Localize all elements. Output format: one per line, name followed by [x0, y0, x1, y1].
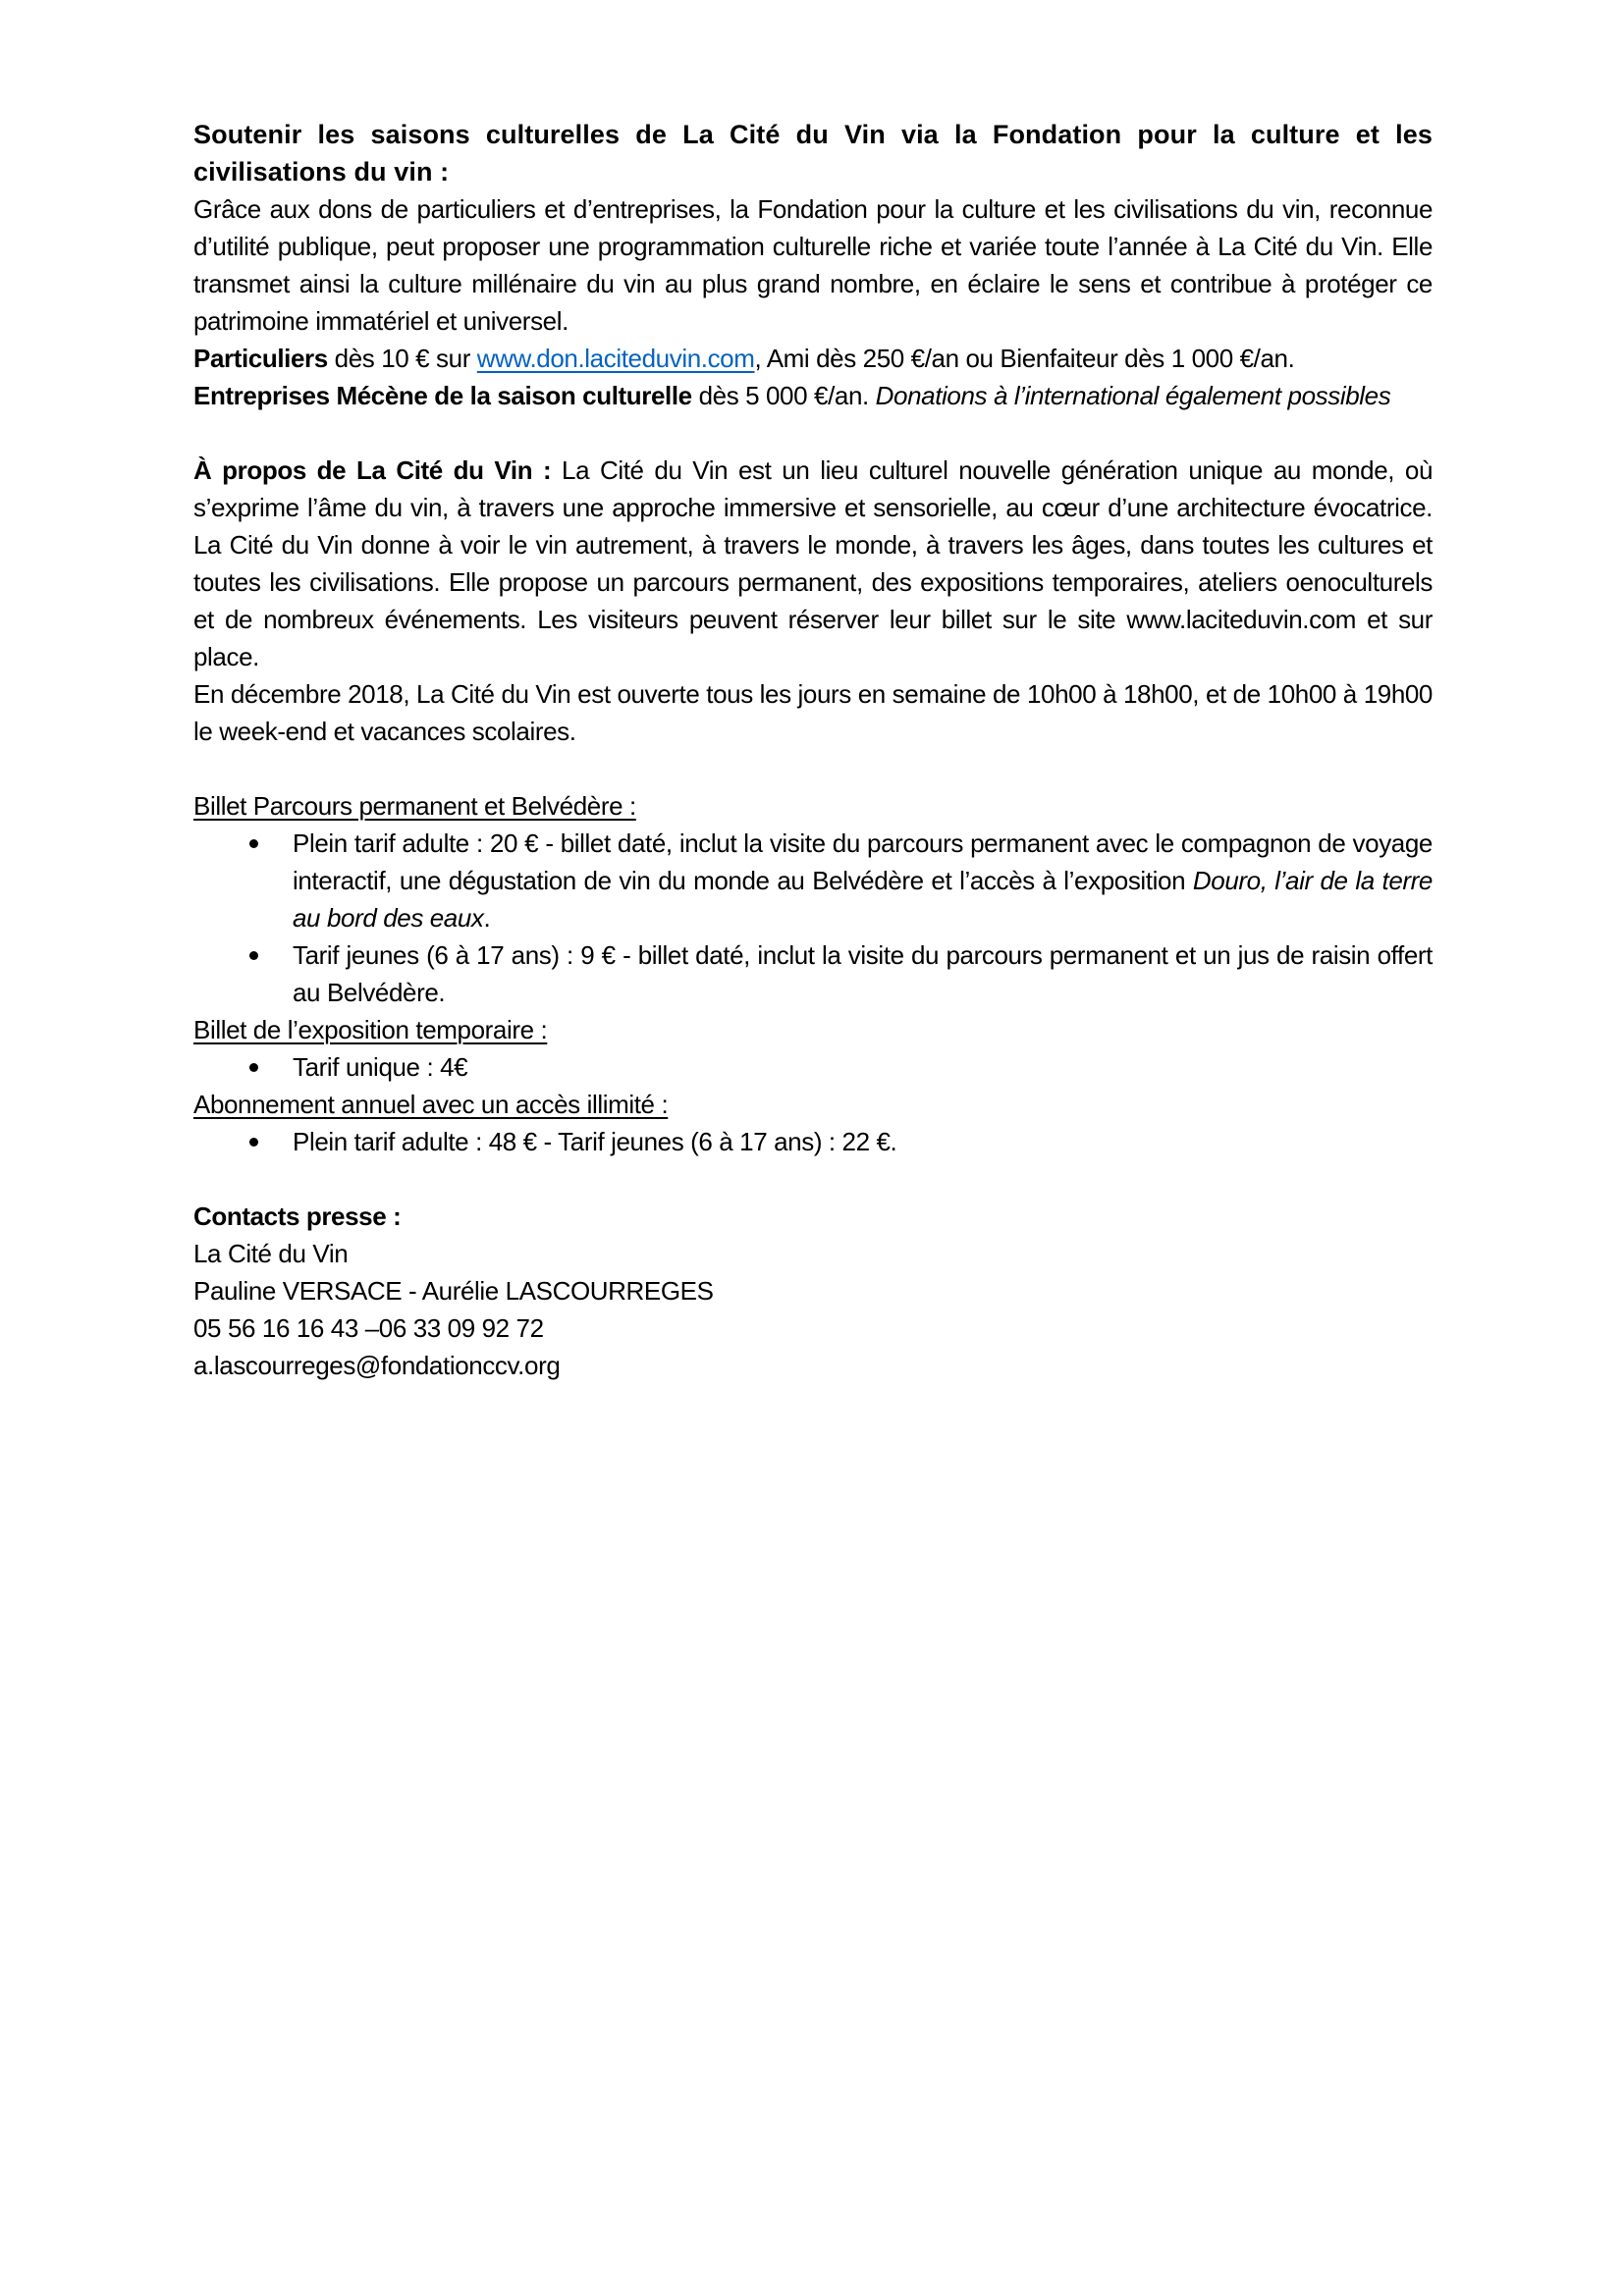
- contacts-phones: 05 56 16 16 43 –06 33 09 92 72: [193, 1313, 544, 1343]
- list-item-text: Plein tarif adulte : 48 € - Tarif jeunes (6 à 17 ans) : 22 €.: [293, 1127, 897, 1156]
- about-label: À propos de La Cité du Vin :: [193, 455, 552, 485]
- list-item: [193, 1123, 1433, 1160]
- list-item: [193, 825, 1433, 936]
- permanent-ticket-title: Billet Parcours permanent et Belvédère :: [193, 791, 636, 821]
- list-item-text: Tarif jeunes (6 à 17 ans) : 9 € - billet daté, inclut la visite du parcours permanent et un jus de raisin offert au Belvédère.: [293, 940, 1433, 1007]
- donation-link[interactable]: www.don.laciteduvin.com: [476, 344, 755, 373]
- list-item-text: Plein tarif adulte : 20 € - billet daté, inclut la visite du parcours permanent avec le compagnon de voyage interactif, une dégustation de vin du monde au Belvédère et l’accès à l’exposition: [293, 828, 1433, 895]
- bullet-icon: [249, 951, 258, 960]
- contacts-email[interactable]: a.lascourreges@fondationccv.org: [193, 1351, 561, 1380]
- support-heading: Soutenir les saisons culturelles de La Cité du Vin via la Fondation pour la culture et les civilisations du vin :: [193, 120, 1433, 187]
- temporary-ticket-section: [193, 1011, 1433, 1048]
- individuals-text-before: dès 10 € sur: [327, 344, 477, 373]
- annual-pass-title: Abonnement annuel avec un accès illimité :: [193, 1090, 669, 1119]
- about-text: La Cité du Vin est un lieu culturel nouvelle génération unique au monde, où s’exprime l’âme du vin, à travers une approche immersive et sensorielle, au cœur d’une architecture évocatrice. La Cité du Vin donne à voir le vin autrement, à travers le monde, à travers les âges, dans toutes les cultures et toutes les civilisations. Elle propose un parcours permanent, des expositions temporaires, ateliers oenoculturels et de nombreux événements. Les visiteurs peuvent réserver leur billet sur le site www.laciteduvin.com et sur place.: [193, 455, 1433, 671]
- bullet-icon: [249, 839, 258, 848]
- companies-label: Entreprises Mécène de la saison culturelle: [193, 381, 692, 410]
- annual-pass-section: [193, 1086, 1433, 1123]
- spacer: [193, 1160, 1433, 1198]
- list-item-text: Tarif unique : 4€: [293, 1052, 468, 1082]
- permanent-ticket-list: [193, 825, 1433, 1011]
- list-item-suffix: .: [483, 903, 491, 933]
- temporary-ticket-list: [193, 1048, 1433, 1086]
- contacts-names: Pauline VERSACE - Aurélie LASCOURREGES: [193, 1276, 714, 1306]
- companies-text: dès 5 000 €/an.: [691, 381, 876, 410]
- individuals-paragraph: [193, 340, 1433, 377]
- international-note: Donations à l’international également possibles: [875, 381, 1391, 410]
- permanent-ticket-section: [193, 787, 1433, 825]
- temporary-ticket-title: Billet de l’exposition temporaire :: [193, 1015, 548, 1044]
- bullet-icon: [249, 1138, 258, 1147]
- bullet-icon: [249, 1063, 258, 1072]
- contacts-organization: La Cité du Vin: [193, 1239, 349, 1268]
- support-intro: Grâce aux dons de particuliers et d’entreprises, la Fondation pour la culture et les civilisations du vin, reconnue d’utilité publique, peut proposer une programmation culturelle riche et variée toute l’année à La Cité du Vin. Elle transmet ainsi la culture millénaire du vin au plus grand nombre, en éclaire le sens et contribue à protéger ce patrimoine immatériel et universel.: [193, 194, 1433, 336]
- contacts-title: Contacts presse :: [193, 1201, 402, 1231]
- exhibition-title: Douro, l’air de la terre au bord des eaux: [293, 866, 1433, 933]
- list-item: [193, 936, 1433, 1011]
- list-item: [193, 1048, 1433, 1086]
- individuals-label: Particuliers: [193, 344, 328, 373]
- opening-hours: En décembre 2018, La Cité du Vin est ouverte tous les jours en semaine de 10h00 à 18h00, et de 10h00 à 19h00 le week-end et vacances scolaires.: [193, 679, 1433, 746]
- about-paragraph: [193, 452, 1433, 675]
- spacer: [193, 414, 1433, 452]
- annual-pass-list: [193, 1123, 1433, 1160]
- document-page: [193, 116, 1433, 1384]
- individuals-text-after: , Ami dès 250 €/an ou Bienfaiteur dès 1 000 €/an.: [754, 344, 1295, 373]
- companies-paragraph: [193, 377, 1433, 414]
- spacer: [193, 750, 1433, 787]
